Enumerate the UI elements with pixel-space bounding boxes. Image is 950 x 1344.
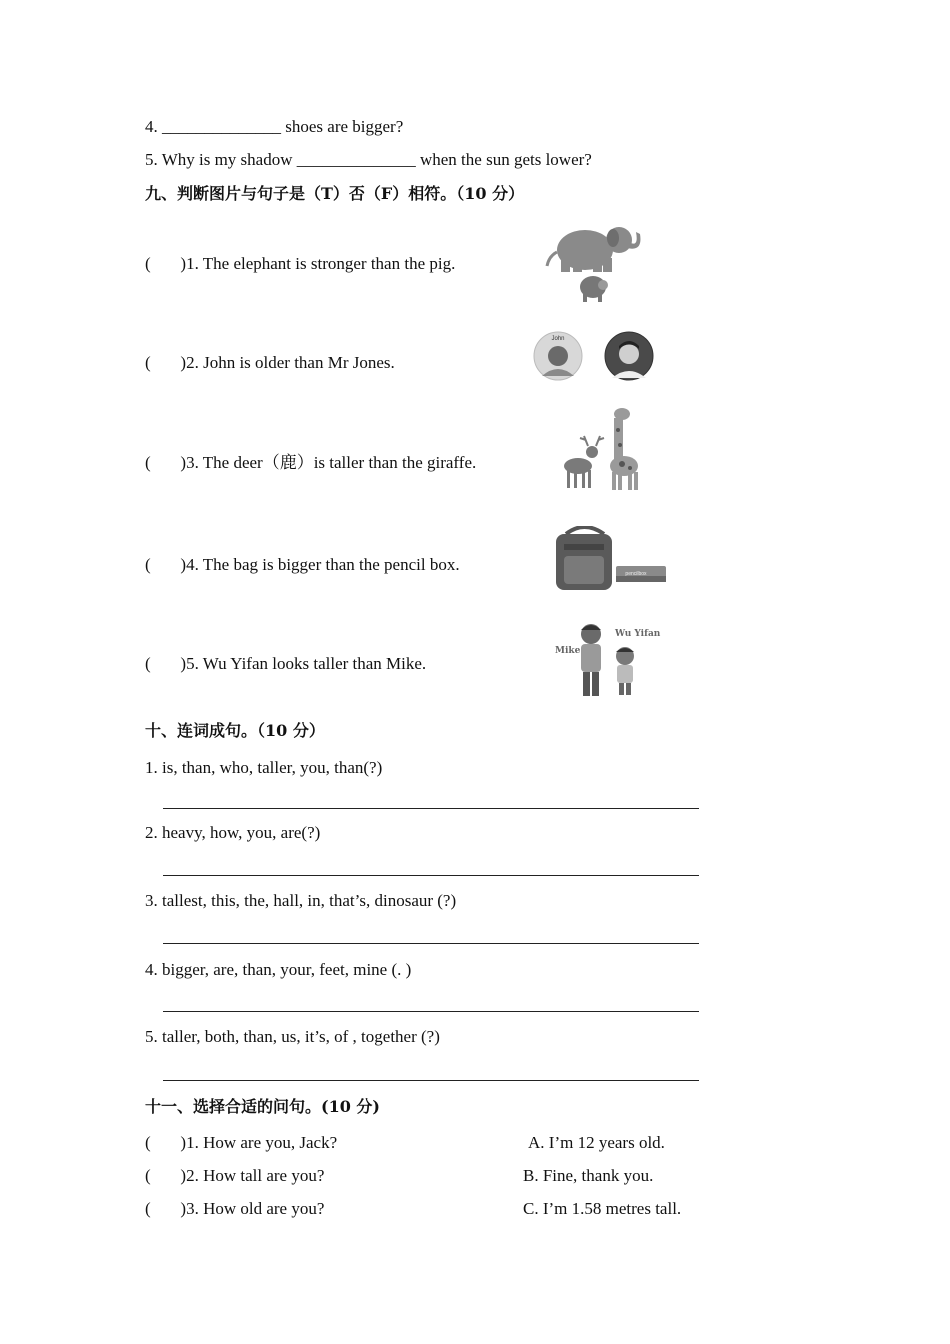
john-label: John — [551, 336, 565, 342]
backpack-icon — [556, 527, 612, 590]
deer-giraffe-picture — [560, 400, 648, 492]
s10-item-5: 5. taller, both, than, us, it’s, of , together (?) — [145, 1027, 440, 1046]
s11-question-1: ( )1. How are you, Jack? — [145, 1133, 338, 1152]
s10-item-1: 1. is, than, who, taller, you, than(?) — [145, 758, 383, 777]
s11-question-2: ( )2. How tall are you? — [145, 1166, 325, 1185]
deer-icon — [564, 436, 604, 488]
mike-figure — [581, 624, 601, 696]
answer-line-2[interactable] — [163, 875, 699, 876]
mike-wuyifan-picture — [553, 620, 665, 700]
fill-item-4: 4. ______________ shoes are bigger? — [145, 117, 404, 136]
elephant-pig-picture — [543, 222, 643, 308]
bag-pencilbox-picture — [552, 526, 668, 592]
s10-item-4: 4. bigger, are, than, your, feet, mine (. ) — [145, 960, 412, 979]
s10-item-2: 2. heavy, how, you, are(?) — [145, 823, 321, 842]
wuyifan-figure — [616, 647, 634, 695]
john-mrjones-picture — [532, 330, 657, 382]
wuyifan-label: Wu Yifan — [615, 629, 661, 639]
pencil-box-icon — [616, 566, 666, 582]
elephant-icon — [547, 227, 640, 272]
giraffe-icon — [610, 408, 638, 490]
s9-item-3: ( )3. The deer（鹿）is taller than the giraffe. — [145, 453, 477, 472]
s10-item-3: 3. tallest, this, the, hall, in, that’s, dinosaur (?) — [145, 891, 457, 910]
s9-item-2: ( )2. John is older than Mr Jones. — [145, 353, 395, 372]
section-10-title: 十、连词成句。（10 分） — [145, 721, 325, 740]
answer-line-1[interactable] — [163, 808, 699, 809]
s11-answer-c: C. I’m 1.58 metres tall. — [523, 1199, 682, 1218]
section-11-title: 十一、选择合适的问句。(10 分) — [145, 1097, 380, 1116]
answer-line-4[interactable] — [163, 1011, 699, 1012]
answer-line-5[interactable] — [163, 1080, 699, 1081]
john-avatar — [534, 332, 582, 380]
pencilbox-label: pencilbox — [625, 571, 647, 577]
s9-item-5: ( )5. Wu Yifan looks taller than Mike. — [145, 654, 427, 673]
s11-answer-b: B. Fine, thank you. — [523, 1166, 654, 1185]
s9-item-1: ( )1. The elephant is stronger than the pig. — [145, 254, 456, 273]
answer-line-3[interactable] — [163, 943, 699, 944]
s11-question-3: ( )3. How old are you? — [145, 1199, 325, 1218]
mike-label: Mike — [555, 646, 581, 656]
s11-answer-a: A. I’m 12 years old. — [528, 1133, 665, 1152]
mr-jones-avatar — [605, 332, 653, 380]
fill-item-5: 5. Why is my shadow ______________ when the sun gets lower? — [145, 150, 592, 169]
section-9-title: 九、判断图片与句子是（T）否（F）相符。（10 分） — [145, 184, 525, 203]
pig-icon — [580, 276, 608, 302]
s9-item-4: ( )4. The bag is bigger than the pencil box. — [145, 555, 460, 574]
